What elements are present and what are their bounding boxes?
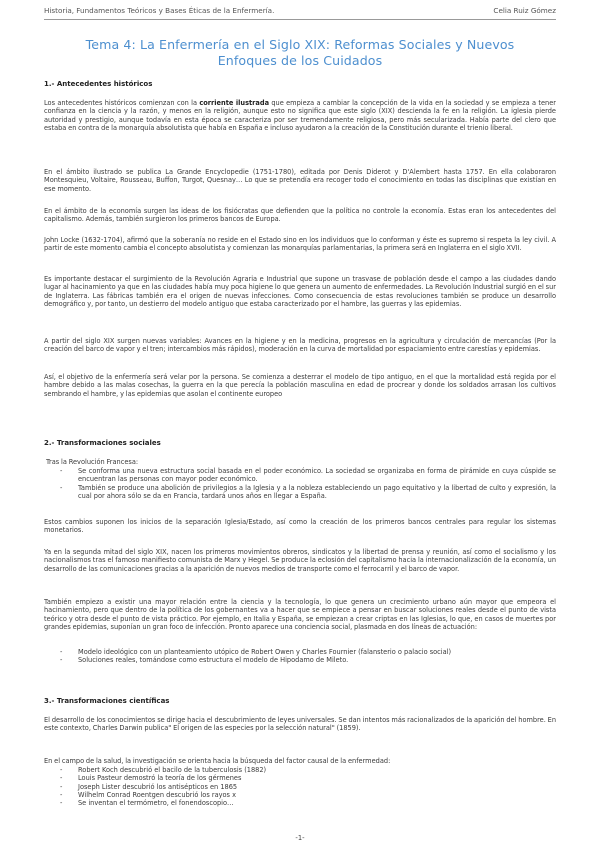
s2-paragraph-2: Ya en la segunda mitad del siglo XIX, nacen los primeros movimientos obreros, sindicatos y la libertad de prensa y reunión, así como el socialismo y los nacionalismos tras el famoso manifiesto comunista de Marx y Hegel. Se produce la eclosión del capitalismo hacia la internacionalización de la economía, un desarrollo de las comunicaciones gracias a la aparición de nuevos medios de transporte como el ferrocarril y el barco de vapor. [44, 548, 556, 573]
page-number: -1- [295, 834, 305, 842]
s1-paragraph-2: En el ámbito ilustrado se publica La Grande Encyclopedie (1751-1780), editada por Denis Diderot y D'Alembert hasta 1757. En ella colaboraron Montesquieu, Voltaire, Rousseau, Buffon, Turgot, Quesnay… Lo que se pretendía era recoger todo el conocimiento en todas las disciplinas que existían en ese momento. [44, 168, 556, 193]
s2-paragraph-3: También empiezo a existir una mayor relación entre la ciencia y la tecnología, lo que genera un crecimiento urbano aún mayor que empeora el hacinamiento, pero que dentro de la política de los gobernantes va a hacer que se empiece a pensar en buscar soluciones reales desde el punto de vista teórico y otra desde el punto de vista práctico. Por ejemplo, en Italia y España, se empiezan a crear criptas en las Iglesias, lo que, en casos de muertes por grandes epidemias, suponían un gran foco de infección. Pronto aparece una conciencia social, plasmada en dos líneas de actuación: [44, 598, 556, 631]
s1-paragraph-6: A partir del siglo XIX surgen nuevas variables: Avances en la higiene y en la medicina, progresos en la agricultura y circulación de mercancías (Por la creación del barco de vapor y el tren; intercambios más rápidos), moderación en la curva de mortalidad por espaciamiento entre carestías y epidemias. [44, 337, 556, 354]
s3-paragraph-1: El desarrollo de los conocimientos se dirige hacia el descubrimiento de leyes universales. Se dan intentos más racionalizados de la aparición del hombre. En este contexto, Charles Darwin publica" El origen de las especies por la selección natural" (1859). [44, 716, 556, 733]
list-item: - Soluciones reales, tomándose como estructura el modelo de Hipodamo de Mileto. [60, 656, 556, 664]
section-3-heading: 3.- Transformaciones científicas [44, 697, 170, 705]
title-line-1: Tema 4: La Enfermería en el Siglo XIX: Reformas Sociales y Nuevos [85, 37, 515, 52]
list-item: - Joseph Lister descubrió los antisépticos en 1865 [60, 783, 556, 791]
list-item: - Modelo ideológico con un planteamiento utópico de Robert Owen y Charles Fournier (falansterio o palacio social) [60, 648, 556, 656]
list-item: - Wilhelm Conrad Roentgen descubrió los rayos x [60, 791, 556, 799]
s1-paragraph-1 [44, 99, 556, 132]
s1-paragraph-7: Así, el objetivo de la enfermería será velar por la persona. Se comienza a desterrar el modelo de tipo antiguo, en el que la mortalidad está regida por el hambre debido a las malas cosechas, la guerra en la que perecía la población masculina en edad de procrear y donde los soldados arrasan los cultivos sembrando el hambre, y las epidemias que asolan el continente europeo [44, 373, 556, 398]
s2-paragraph-1: Estos cambios suponen los inicios de la separación Iglesia/Estado, así como la creación de los primeros bancos centrales para regular los sistemas monetarios. [44, 518, 556, 535]
s1-paragraph-3: En el ámbito de la economía surgen las ideas de los fisiócratas que defienden que la política no controle la economía. Estas eran los antecedentes del capitalismo. Además, también surgieron los primeros bancos de Europa. [44, 207, 556, 224]
document-title [44, 37, 556, 69]
s2-bullet-list-2 [60, 648, 556, 665]
page-header [44, 6, 556, 20]
section-2-heading: 2.- Transformaciones sociales [44, 439, 161, 447]
list-item: - Robert Koch descubrió el bacilo de la tuberculosis (1882) [60, 766, 556, 774]
header-course-title: Historia, Fundamentos Teóricos y Bases Éticas de la Enfermería. [44, 6, 275, 15]
s2-intro: Tras la Revolución Francesa: [46, 458, 139, 466]
s2-bullet-list-1 [60, 467, 556, 500]
s1-p1-text-b: que empieza a cambiar la concepción de la vida en la sociedad y se empieza a tener confianza en la ciencia y la razón, y menos en la religión, aunque esto no significa que este siglo (XIX) descienda la fe en la religión. La iglesia pierde autoridad y prestigio, aunque todavía en esta época se caracteriza por ser tremendamente religiosa, pero más secularizada. Había parte del clero que estaba en contra de la monarquía absolutista que había en España e incluso ayudaron a la creación de la Constitución durante el trienio liberal. [44, 99, 556, 132]
list-item: - Louis Pasteur demostró la teoría de los gérmenes [60, 774, 556, 782]
s1-p1-bold: corriente ilustrada [199, 99, 270, 107]
s1-paragraph-4: John Locke (1632-1704), afirmó que la soberanía no reside en el Estado sino en los individuos que lo conforman y éste es supremo si respeta la ley civil. A partir de este momento cambia el concepto absolutista y comienzan las monarquías parlamentarias, la primera será en Inglaterra en el siglo XVII. [44, 236, 556, 253]
s3-paragraph-2: En el campo de la salud, la investigación se orienta hacia la búsqueda del factor causal de la enfermedad: [44, 757, 391, 765]
s1-p1-text-a: Los antecedentes históricos comienzan con la [44, 99, 200, 107]
s1-paragraph-5: Es importante destacar el surgimiento de la Revolución Agraria e Industrial que supone un trasvase de población desde el campo a las ciudades dando lugar al hacinamiento ya que en las ciudades había muy poca higiene lo que genera un aumento de enfermedades. La Revolución Industrial surgió en el sur de Inglaterra. Las fábricas también era el origen de nuevas infecciones. Como consecuencia de estas revoluciones también se produce un desarrollo demográfico y, por tanto, un destierro del modelo antiguo que estaba caracterizado por el hambre, las guerras y las epidemias. [44, 275, 556, 308]
s3-bullet-list [60, 766, 556, 807]
title-line-2: Enfoques de los Cuidados [217, 53, 383, 68]
section-1-heading: 1.- Antecedentes históricos [44, 80, 153, 88]
list-item: - Se conforma una nueva estructura social basada en el poder económico. La sociedad se organizaba en forma de pirámide en cuya cúspide se encuentran las personas con mayor poder económico. [60, 467, 556, 484]
header-author: Celia Ruiz Gómez [493, 6, 556, 15]
list-item: - También se produce una abolición de privilegios a la Iglesia y a la nobleza estableciendo un pago equitativo y la libertad de culto y expresión, la cual por ahora sólo se da en Francia, tardará unos años en llegar a España. [60, 484, 556, 501]
list-item: - Se inventan el termómetro, el fonendoscopio… [60, 799, 556, 807]
